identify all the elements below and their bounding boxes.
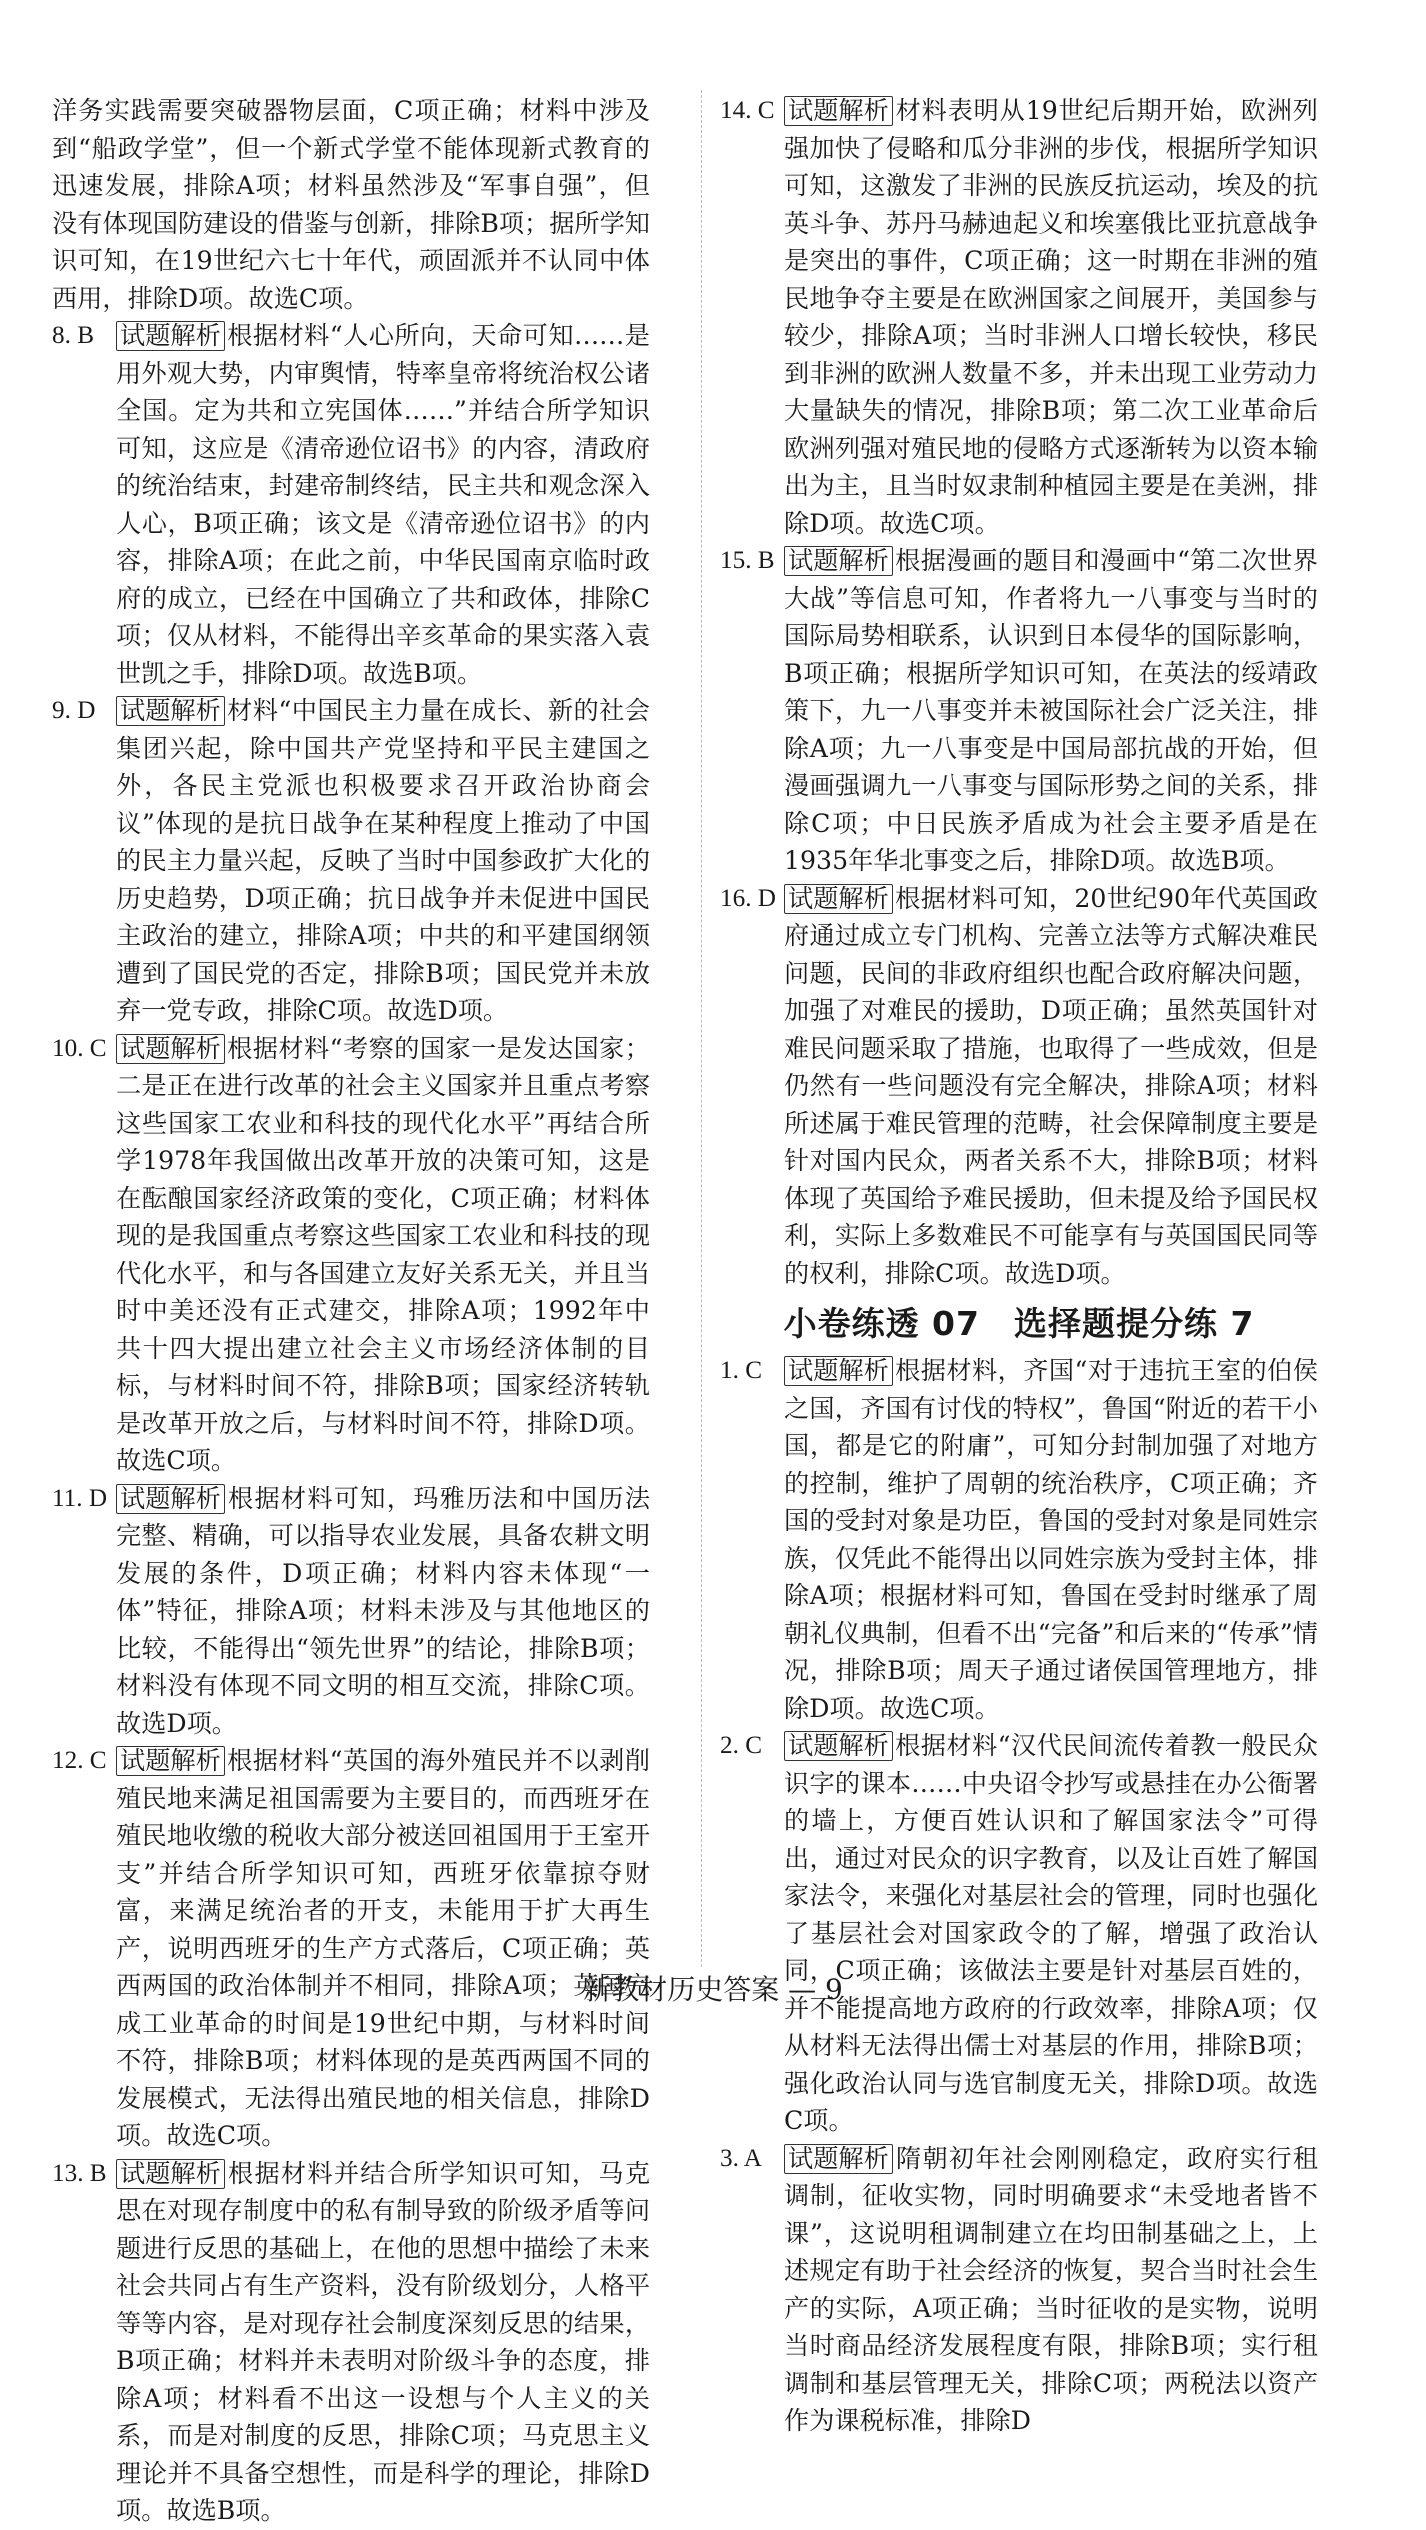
answer-number: 9. D xyxy=(52,697,96,724)
analysis-tag: 试题解析 xyxy=(784,1731,893,1761)
answer-item-9 xyxy=(52,692,650,1030)
answer-number: 2. C xyxy=(720,1732,762,1759)
answer-number: 1. C xyxy=(720,1357,762,1384)
answer-item-13 xyxy=(52,2155,650,2530)
answer-text: 材料表明从19世纪后期开始，欧洲列强加快了侵略和瓜分非洲的步伐，根据所学知识可知，这激发了非洲的民族反抗运动，埃及的抗英斗争、苏丹马赫迪起义和埃塞俄比亚抗意战争是突出的事件，C项正确；这一时期在非洲的殖民地争夺主要是在欧洲国家之间展开，美国参与较少，排除A项；当时非洲人口增长较快，移民到非洲的欧洲人数量不多，并未出现工业劳动力大量缺失的情况，排除B项；第二次工业革命后欧洲列强对殖民地的侵略方式逐渐转为以资本输出为主，且当时奴隶制种植园主要是在美洲，排除D项。故选C项。 xyxy=(784,96,1318,538)
answer-item-12 xyxy=(52,1742,650,2155)
analysis-tag: 试题解析 xyxy=(116,1746,225,1776)
answer-number: 14. C xyxy=(720,97,775,124)
answer-number: 8. B xyxy=(52,322,94,349)
answer-item-1 xyxy=(720,1352,1318,1727)
answer-text: 根据材料“考察的国家一是发达国家；二是正在进行改革的社会主义国家并且重点考察这些国家工农业和科技的现代化水平”再结合所学1978年我国做出改革开放的决策可知，这是在酝酿国家经济政策的变化，C项正确；材料体现的是我国重点考察这些国家工农业和科技的现代化水平，和与各国建立友好关系无关，并且当时中美还没有正式建交，排除A项；1992年中共十四大提出建立社会主义市场经济体制的目标，与材料时间不符，排除B项；国家经济转轨是改革开放之后，与材料时间不符，排除D项。故选C项。 xyxy=(116,1033,650,1475)
analysis-tag: 试题解析 xyxy=(116,1484,225,1514)
answer-number: 12. C xyxy=(52,1747,107,1774)
answer-number: 13. B xyxy=(52,2159,107,2187)
analysis-tag: 试题解析 xyxy=(784,1356,893,1386)
answer-item-14 xyxy=(720,92,1318,542)
answer-number: 11. D xyxy=(52,1484,108,1512)
answer-number: 16. D xyxy=(720,884,776,912)
section-title: 小卷练透 07 选择题提分练 7 xyxy=(783,1304,1255,1343)
analysis-tag: 试题解析 xyxy=(116,696,225,726)
analysis-tag: 试题解析 xyxy=(784,546,893,576)
analysis-tag: 试题解析 xyxy=(784,884,893,914)
right-column xyxy=(720,92,1318,2440)
answer-number: 10. C xyxy=(52,1034,107,1062)
page-footer: 新教材历史答案 — 9 xyxy=(583,1973,843,2006)
column-divider xyxy=(701,90,702,1967)
answer-text: 根据材料并结合所学知识可知，马克思在对现存制度中的私有制导致的阶级矛盾等问题进行反思的基础上，在他的思想中描绘了未来社会共同占有生产资料，没有阶级划分，人格平等等内容，是对现存社会制度深刻反思的结果，B项正确；材料并未表明对阶级斗争的态度，排除A项；材料看不出这一设想与个人主义的关系，而是对制度的反思，排除C项；马克思主义理论并不具备空想性，而是科学的理论，排除D项。故选B项。 xyxy=(116,2158,650,2525)
answer-text: 根据材料可知，20世纪90年代英国政府通过成立专门机构、完善立法等方式解决难民问题，民间的非政府组织也配合政府解决问题，加强了对难民的援助，D项正确；虽然英国针对难民问题采取了措施，也取得了一些成效，但是仍然有一些问题没有完全解决，排除A项；材料所述属于难民管理的范畴，社会保障制度主要是针对国内民众，两者关系不大，排除B项；材料体现了英国给予难民援助，但未提及给予国民权利，实际上多数难民不可能享有与英国国民同等的权利，排除C项。故选D项。 xyxy=(784,883,1318,1288)
analysis-tag: 试题解析 xyxy=(784,2144,893,2174)
answer-text: 根据材料“汉代民间流传着教一般民众识字的课本……中央诏令抄写或悬挂在办公衙署的墙上，方便百姓认识和了解国家法令”可得出，通过对民众的识字教育，以及让百姓了解国家法令，来强化对基层社会的管理，同时也强化了基层社会对国家政令的了解，增强了政治认同，C项正确；该做法主要是针对基层百姓的，并不能提高地方政府的行政效率，排除A项；仅从材料无法得出儒士对基层的作用，排除B项；强化政治认同与选官制度无关，排除D项。故选C项。 xyxy=(784,1731,1318,2135)
answer-text: 根据材料“人心所向，天命可知……是用外观大势，内审舆情，特率皇帝将统治权公诸全国。定为共和立宪国体……”并结合所学知识可知，这应是《清帝逊位诏书》的内容，清政府的统治结束，封建帝制终结，民主共和观念深入人心，B项正确；该文是《清帝逊位诏书》的内容，排除A项；在此之前，中华民国南京临时政府的成立，已经在中国确立了共和政体，排除C项；仅从材料，不能得出辛亥革命的果实落入袁世凯之手，排除D项。故选B项。 xyxy=(116,321,650,688)
analysis-tag: 试题解析 xyxy=(116,321,225,351)
answer-text: 隋朝初年社会刚刚稳定，政府实行租调制，征收实物，同时明确要求“未受地者皆不课”，这说明租调制建立在均田制基础之上，上述规定有助于社会经济的恢复，契合当时社会生产的实际，A项正确；当时征收的是实物，说明当时商品经济发展程度有限，排除B项；实行租调制和基层管理无关，排除C项；两税法以资产作为课税标准，排除D xyxy=(784,2143,1318,2435)
continuation-paragraph: 洋务实践需要突破器物层面，C项正确；材料中涉及到“船政学堂”，但一个新式学堂不能体现新式教育的迅速发展，排除A项；材料虽然涉及“军事自强”，但没有体现国防建设的借鉴与创新，排除B项；据所学知识可知，在19世纪六七十年代，顽固派并不认同中体西用，排除D项。故选C项。 xyxy=(52,96,650,313)
answer-item-16 xyxy=(720,880,1318,1293)
answer-text: 根据材料，齐国“对于违抗王室的伯侯之国，齐国有讨伐的特权”，鲁国“附近的若干小国，都是它的附庸”，可知分封制加强了对地方的控制，维护了周朝的统治秩序，C项正确；齐国的受封对象是功臣，鲁国的受封对象是同姓宗族，仅凭此不能得出以同姓宗族为受封主体，排除A项；根据材料可知，鲁国在受封时继承了周朝礼仪典制，但看不出“完备”和后来的“传承”情况，排除B项；周天子通过诸侯国管理地方，排除D项。故选C项。 xyxy=(784,1356,1318,1723)
analysis-tag: 试题解析 xyxy=(116,1034,225,1064)
left-column xyxy=(52,92,650,2530)
analysis-tag: 试题解析 xyxy=(116,2159,225,2189)
answer-text: 根据漫画的题目和漫画中“第二次世界大战”等信息可知，作者将九一八事变与当时的国际局势相联系，认识到日本侵华的国际影响，B项正确；根据所学知识可知，在英法的绥靖政策下，九一八事变并未被国际社会广泛关注，排除A项；九一八事变是中国局部抗战的开始，但漫画强调九一八事变与国际形势之间的关系，排除C项；中日民族矛盾成为社会主要矛盾是在1935年华北事变之后，排除D项。故选B项。 xyxy=(784,546,1318,875)
answer-number: 15. B xyxy=(720,547,775,574)
answer-text: 根据材料“英国的海外殖民并不以剥削殖民地来满足祖国需要为主要目的，而西班牙在殖民地收缴的税收大部分被送回祖国用于王室开支”并结合所学知识可知，西班牙依靠掠夺财富，来满足统治者的开支，未能用于扩大再生产，说明西班牙的生产方式落后，C项正确；英西两国的政治体制并不相同，排除A项；英国完成工业革命的时间是19世纪中期，与材料时间不符，排除B项；材料体现的是英西两国不同的发展模式，无法得出殖民地的相关信息，排除D项。故选C项。 xyxy=(116,1746,650,2150)
answer-number: 3. A xyxy=(720,2144,762,2172)
answer-text: 材料“中国民主力量在成长、新的社会集团兴起，除中国共产党坚持和平民主建国之外，各民主党派也积极要求召开政治协商会议”体现的是抗日战争在某种程度上推动了中国的民主力量兴起，反映了当时中国参政扩大化的历史趋势，D项正确；抗日战争并未促进中国民主政治的建立，排除A项；中共的和平建国纲领遭到了国民党的否定，排除B项；国民党并未放弃一党专政，排除C项。故选D项。 xyxy=(116,696,650,1025)
answer-item-10 xyxy=(52,1030,650,1480)
answer-item-11 xyxy=(52,1480,650,1743)
answer-item-2 xyxy=(720,1727,1318,2140)
answer-text: 根据材料可知，玛雅历法和中国历法完整、精确，可以指导农业发展，具备农耕文明发展的条件，D项正确；材料内容未体现“一体”特征，排除A项；材料未涉及与其他地区的比较，不能得出“领先世界”的结论，排除B项；材料没有体现不同文明的相互交流，排除C项。故选D项。 xyxy=(116,1483,650,1738)
analysis-tag: 试题解析 xyxy=(784,96,893,126)
answer-item-3 xyxy=(720,2140,1318,2440)
answer-item-8 xyxy=(52,317,650,692)
answer-item-15 xyxy=(720,542,1318,880)
